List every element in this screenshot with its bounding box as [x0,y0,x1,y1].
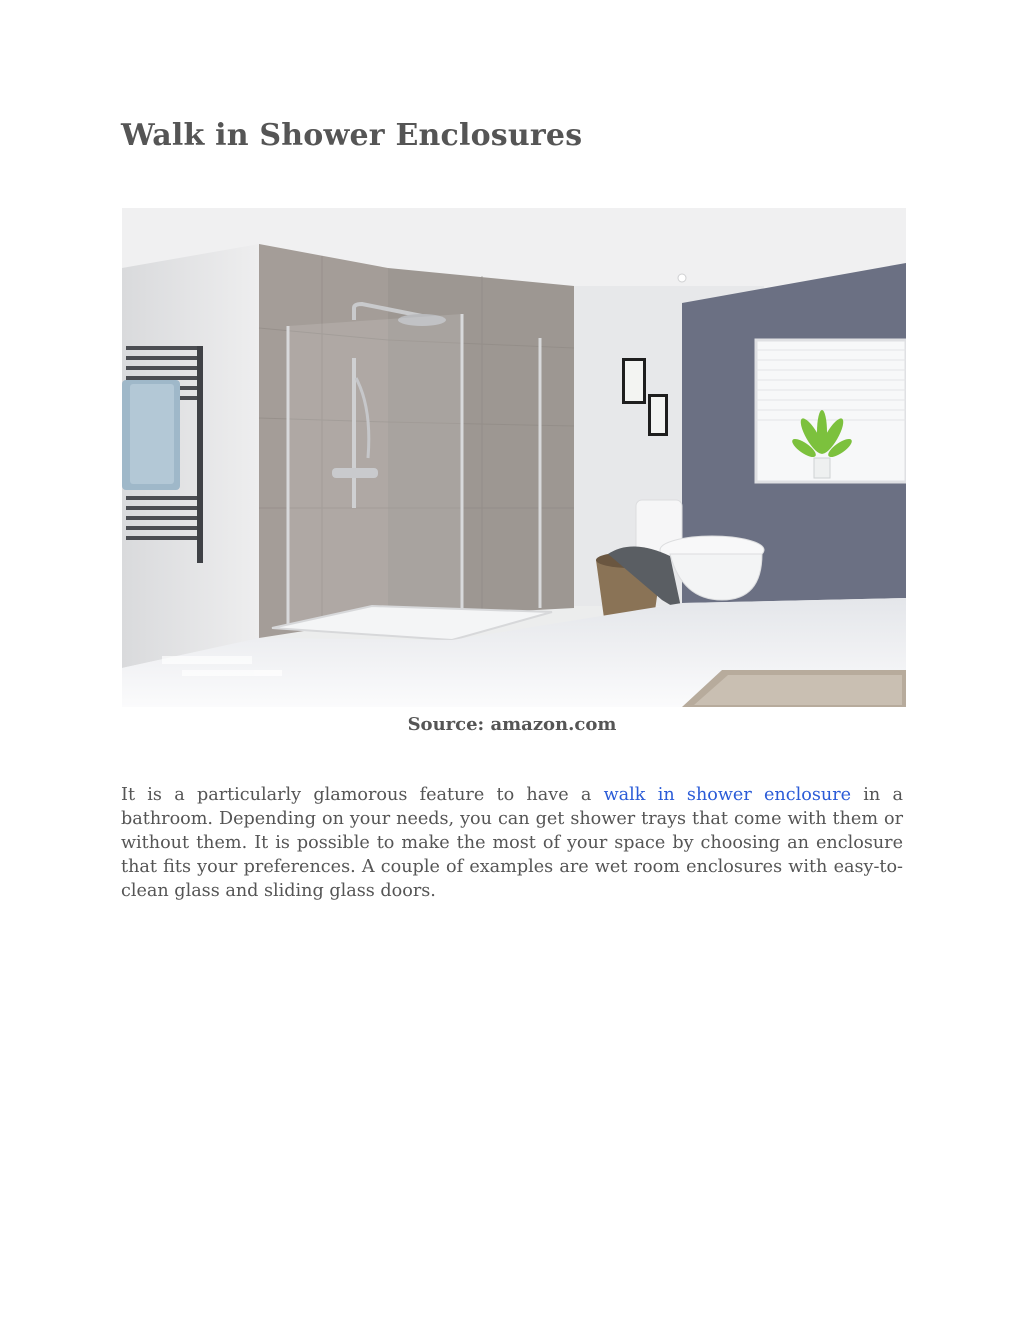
image-caption: Source: amazon.com [407,714,617,735]
paragraph-text-after-link: in a bathroom. Depending on your needs, you can get shower trays that come with them or without them. It is possible to make the most of your space by choosing an enclosure that fits your preferences. A couple of examples are wet room enclosures with easy-to-clean glass and sliding glass doors. [121,785,903,901]
walk-in-shower-enclosure-link[interactable]: walk in shower enclosure [603,785,852,805]
body-paragraph [121,783,903,903]
bathroom-shower-photo [122,208,906,707]
page-title: Walk in Shower Enclosures [121,118,583,153]
paragraph-text-before-link: It is a particularly glamorous feature to have a [121,785,604,805]
